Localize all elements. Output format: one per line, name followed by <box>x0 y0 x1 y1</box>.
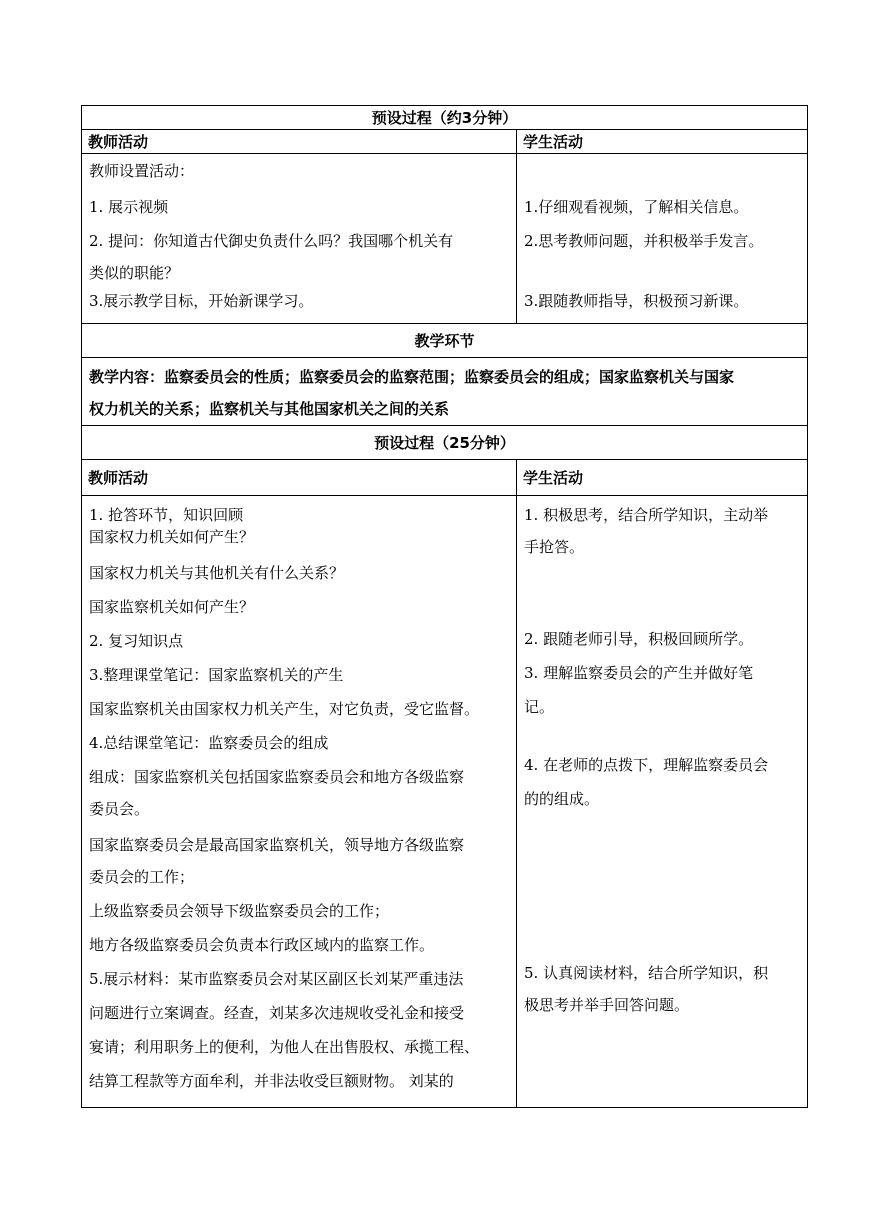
section1-title: 预设过程（约3分钟） <box>82 106 808 130</box>
teacher-line: 类似的职能？ <box>89 264 180 282</box>
student-line: 2. 跟随老师引导，积极回顾所学。 <box>524 630 754 648</box>
student-line: 的的组成。 <box>524 790 600 808</box>
teacher-line: 问题进行立案调查。经查，刘某多次违规收受礼金和接受 <box>89 1004 465 1022</box>
teacher-line: 2. 提问：你知道古代御史负责什么吗？我国哪个机关有 <box>89 232 454 250</box>
section2-teacher-cell <box>82 496 517 1108</box>
teacher-line: 委员会。 <box>89 800 150 818</box>
student-line: 3.跟随教师指导，积极预习新课。 <box>524 292 749 310</box>
teacher-line: 3.整理课堂笔记：国家监察机关的产生 <box>89 666 344 684</box>
teacher-line: 国家权力机关与其他机关有什么关系？ <box>89 564 345 582</box>
student-line: 2.思考教师问题，并积极举手发言。 <box>524 232 764 250</box>
teacher-line: 2. 复习知识点 <box>89 632 184 650</box>
teacher-line: 国家监察机关如何产生？ <box>89 598 255 616</box>
teacher-line: 国家权力机关如何产生？ <box>89 528 255 546</box>
section1-student-header: 学生活动 <box>517 130 808 154</box>
student-line: 极思考并举手回答问题。 <box>524 996 690 1014</box>
teacher-line: 5.展示材料：某市监察委员会对某区副区长刘某严重违法 <box>89 970 464 988</box>
teacher-line: 3.展示教学目标，开始新课学习。 <box>89 292 314 310</box>
student-line: 记。 <box>524 698 555 716</box>
student-line: 4. 在老师的点拨下，理解监察委员会 <box>524 756 769 774</box>
teacher-line: 宴请；利用职务上的便利，为他人在出售股权、承揽工程、 <box>89 1038 480 1056</box>
teacher-line: 上级监察委员会领导下级监察委员会的工作； <box>89 902 390 920</box>
teacher-line: 地方各级监察委员会负责本行政区域内的监察工作。 <box>89 936 435 954</box>
student-line: 3. 理解监察委员会的产生并做好笔 <box>524 664 754 682</box>
section2-student-cell <box>517 496 808 1108</box>
section2-student-header: 学生活动 <box>517 460 808 496</box>
teacher-line: 国家监察委员会是最高国家监察机关，领导地方各级监察 <box>89 836 465 854</box>
section2-teacher-header: 教师活动 <box>82 460 517 496</box>
lesson-plan-table <box>81 105 808 1108</box>
student-line: 5. 认真阅读材料，结合所学知识，积 <box>524 964 769 982</box>
teaching-content-line: 权力机关的关系；监察机关与其他国家机关之间的关系 <box>89 400 450 418</box>
teacher-line: 4.总结课堂笔记：监察委员会的组成 <box>89 734 329 752</box>
teacher-line: 委员会的工作； <box>89 868 195 886</box>
section1-teacher-header: 教师活动 <box>82 130 517 154</box>
teacher-line: 教师设置活动： <box>89 162 195 180</box>
teaching-link-title: 教学环节 <box>82 324 808 358</box>
student-line: 1. 积极思考，结合所学知识，主动举 <box>524 506 769 524</box>
teacher-line: 1. 抢答环节，知识回顾 <box>89 506 244 524</box>
teacher-line: 1. 展示视频 <box>89 198 169 216</box>
student-line: 1.仔细观看视频，了解相关信息。 <box>524 198 749 216</box>
teaching-content-line: 教学内容：监察委员会的性质；监察委员会的监察范围；监察委员会的组成；国家监察机关与国家 <box>89 368 735 386</box>
teacher-line: 国家监察机关由国家权力机关产生，对它负责，受它监督。 <box>89 700 480 718</box>
section1-student-cell <box>517 154 808 324</box>
teaching-content-cell <box>82 358 808 426</box>
teacher-line: 结算工程款等方面牟利，并非法收受巨额财物。 刘某的 <box>89 1072 454 1090</box>
section1-teacher-cell <box>82 154 517 324</box>
student-line: 手抢答。 <box>524 538 585 556</box>
section2-title: 预设过程（25分钟） <box>82 426 808 460</box>
teacher-line: 组成：国家监察机关包括国家监察委员会和地方各级监察 <box>89 768 465 786</box>
